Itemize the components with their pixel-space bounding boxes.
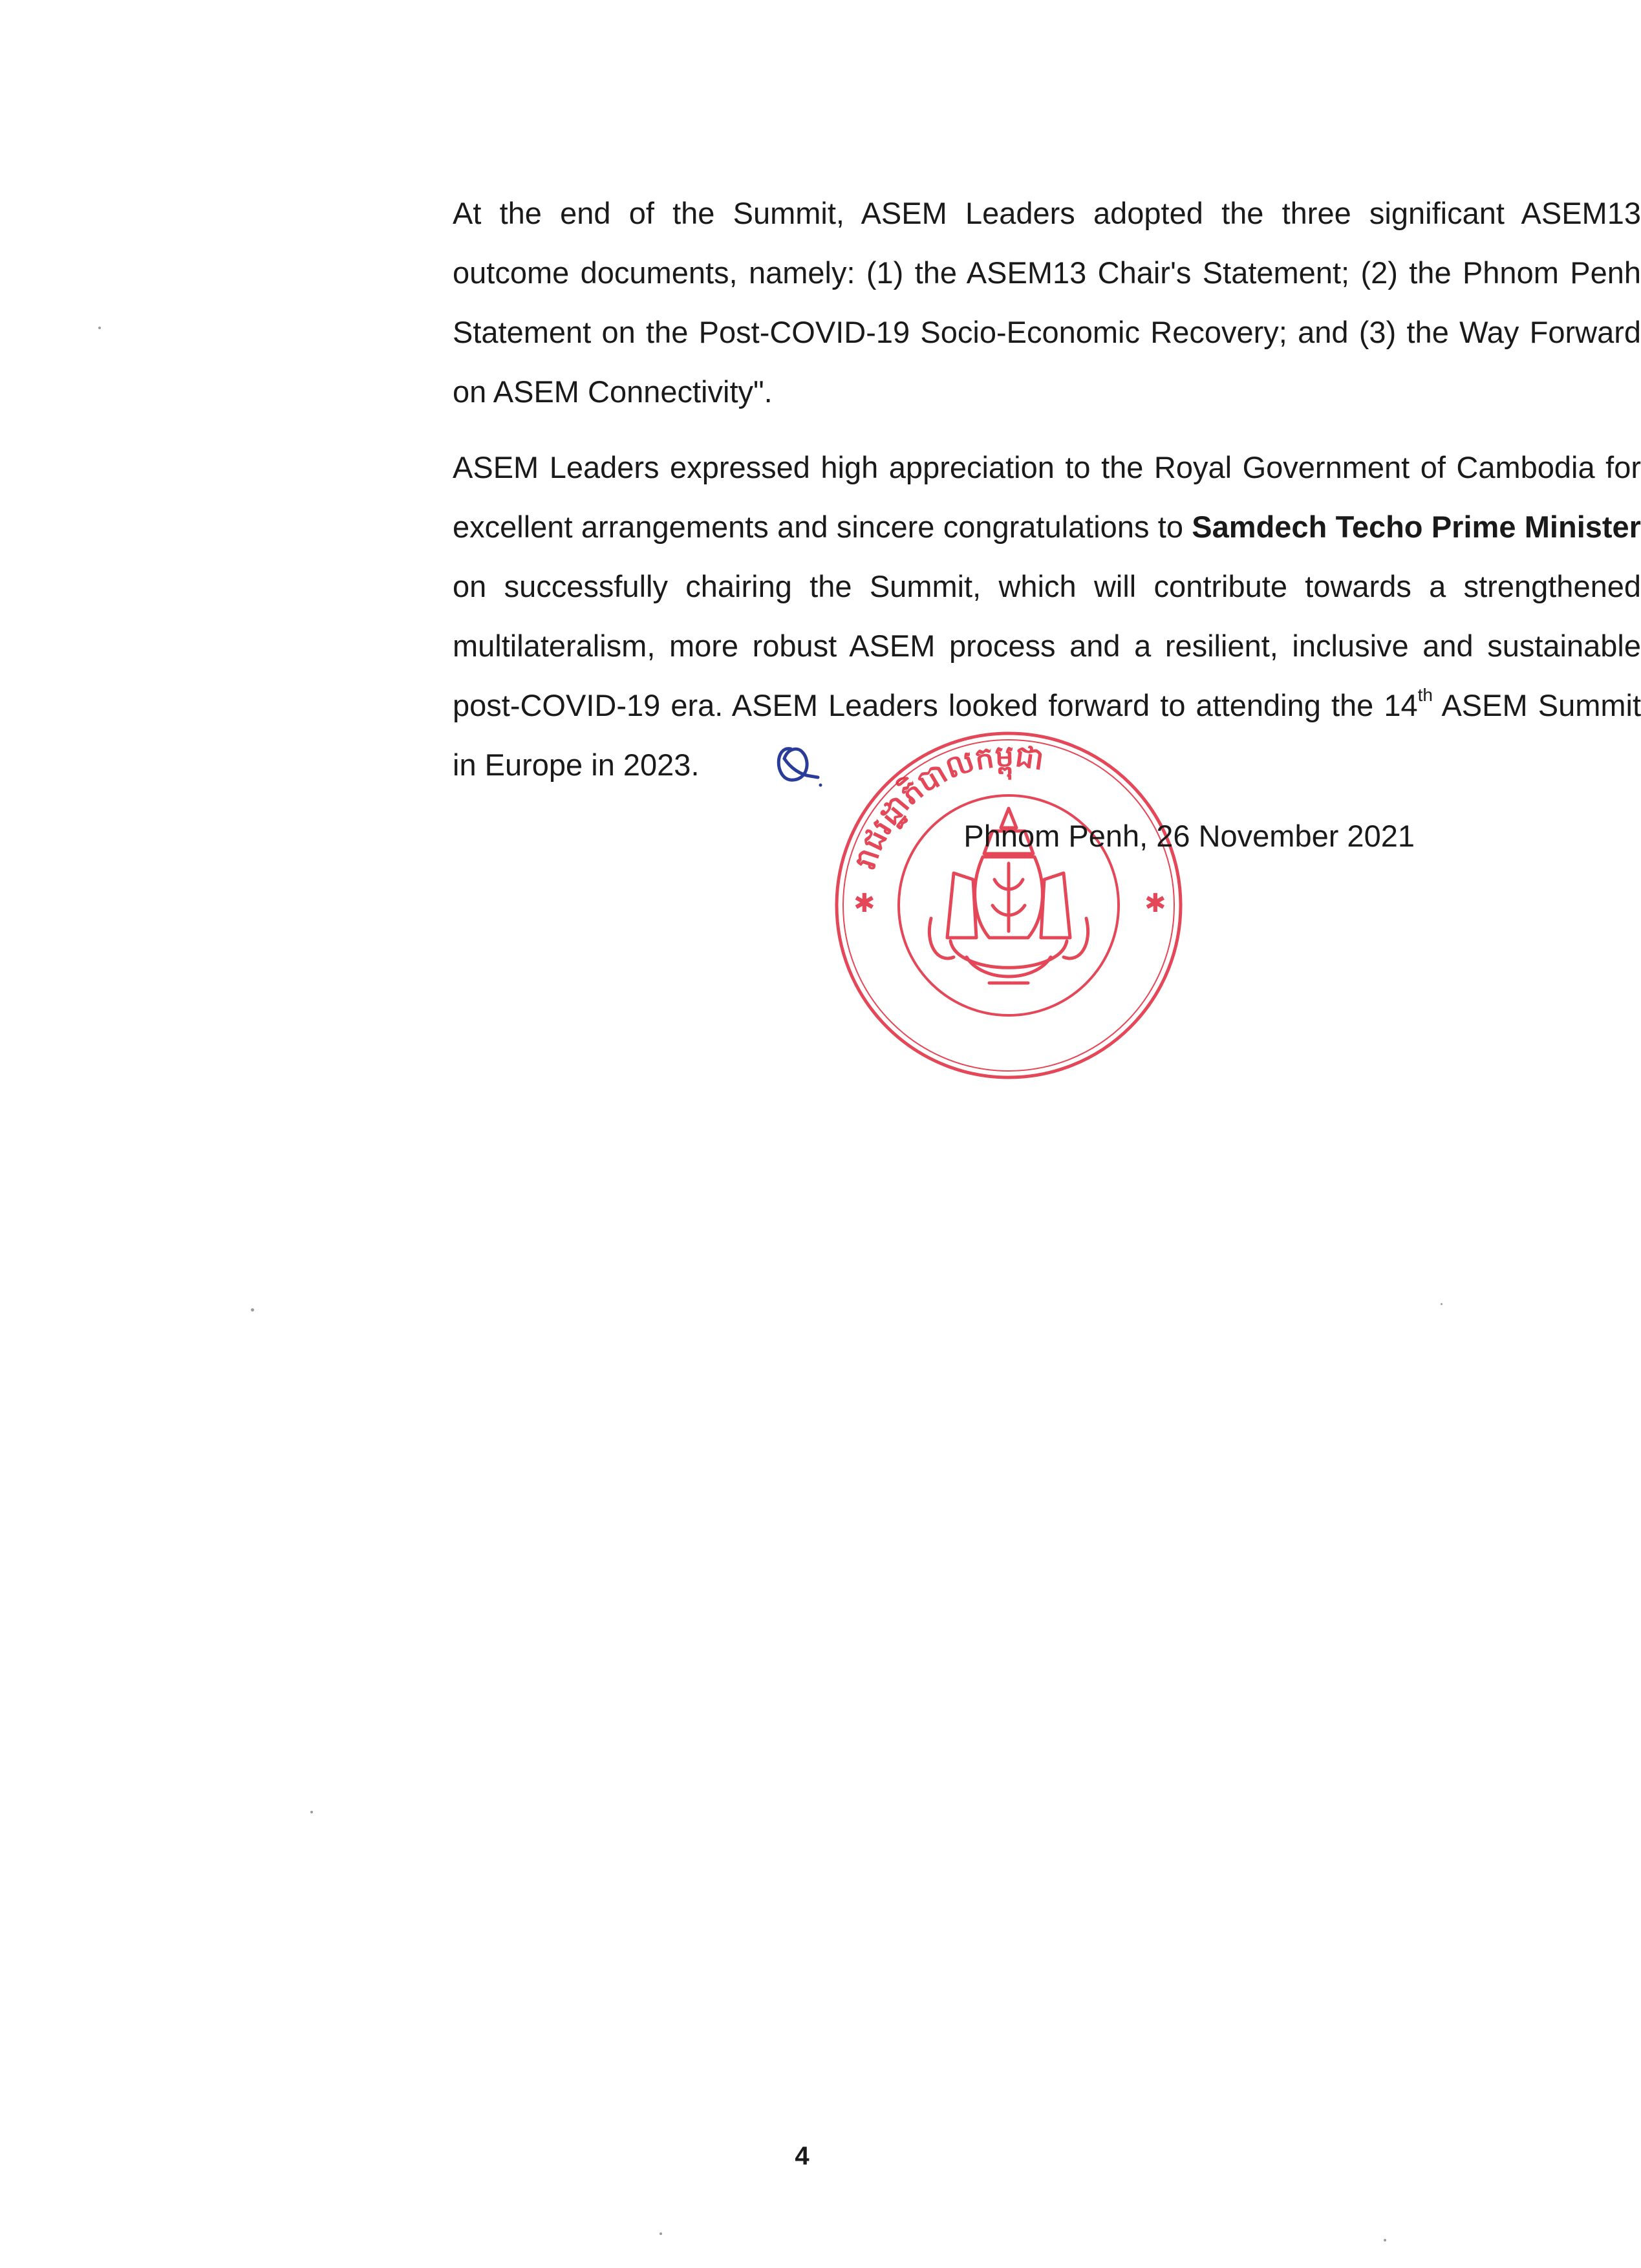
page-number: 4 <box>795 2142 810 2170</box>
royal-government-seal-icon <box>828 724 1190 1086</box>
seal-text: រាជរដ្ឋាភិបាលកម្ពុជា <box>847 738 1046 873</box>
ordinal-suffix: th <box>1417 685 1433 706</box>
svg-text:✱: ✱ <box>853 889 875 918</box>
handwritten-initials-icon <box>771 723 823 794</box>
paragraph-outcome-documents: At the end of the Summit, ASEM Leaders adopted the three significant ASEM13 outcome documents, namely: (1) the ASEM13 Chair's Statement; (2) the Phnom Penh Statement on the Post-COVID-19 Socio-Economic Recovery; and (3) the Way Forward on ASEM Connectivity". <box>453 196 1641 409</box>
scan-speck <box>310 1811 313 1813</box>
paragraph-appreciation-part2: on successfully chairing the Summit, which will contribute towards a strengthened multilateralism, more robust ASEM process and a resilient, inclusive and sustainable post-COVID-19 era. ASEM Leaders looked forward to attending the <box>453 569 1641 722</box>
scan-speck <box>251 1308 254 1312</box>
scan-speck <box>660 2232 662 2235</box>
svg-text:✱: ✱ <box>1144 889 1166 918</box>
emphasis-samdech-techo: Samdech Techo Prime Minister <box>1192 510 1641 544</box>
place-and-date: Phnom Penh, 26 November 2021 <box>963 819 1415 853</box>
ordinal-number: 14 <box>1384 688 1418 722</box>
paragraph-appreciation-part1: ASEM Leaders expressed high appreciation to the Royal Government of Cambodia for excellent arrangements and sincere congratulations to <box>453 450 1641 544</box>
scan-speck <box>1441 1303 1443 1305</box>
paragraph-appreciation-part3: ASEM Summit in Europe in 2023. <box>453 688 1641 782</box>
scan-speck <box>1384 2239 1386 2241</box>
scan-speck <box>98 327 101 329</box>
